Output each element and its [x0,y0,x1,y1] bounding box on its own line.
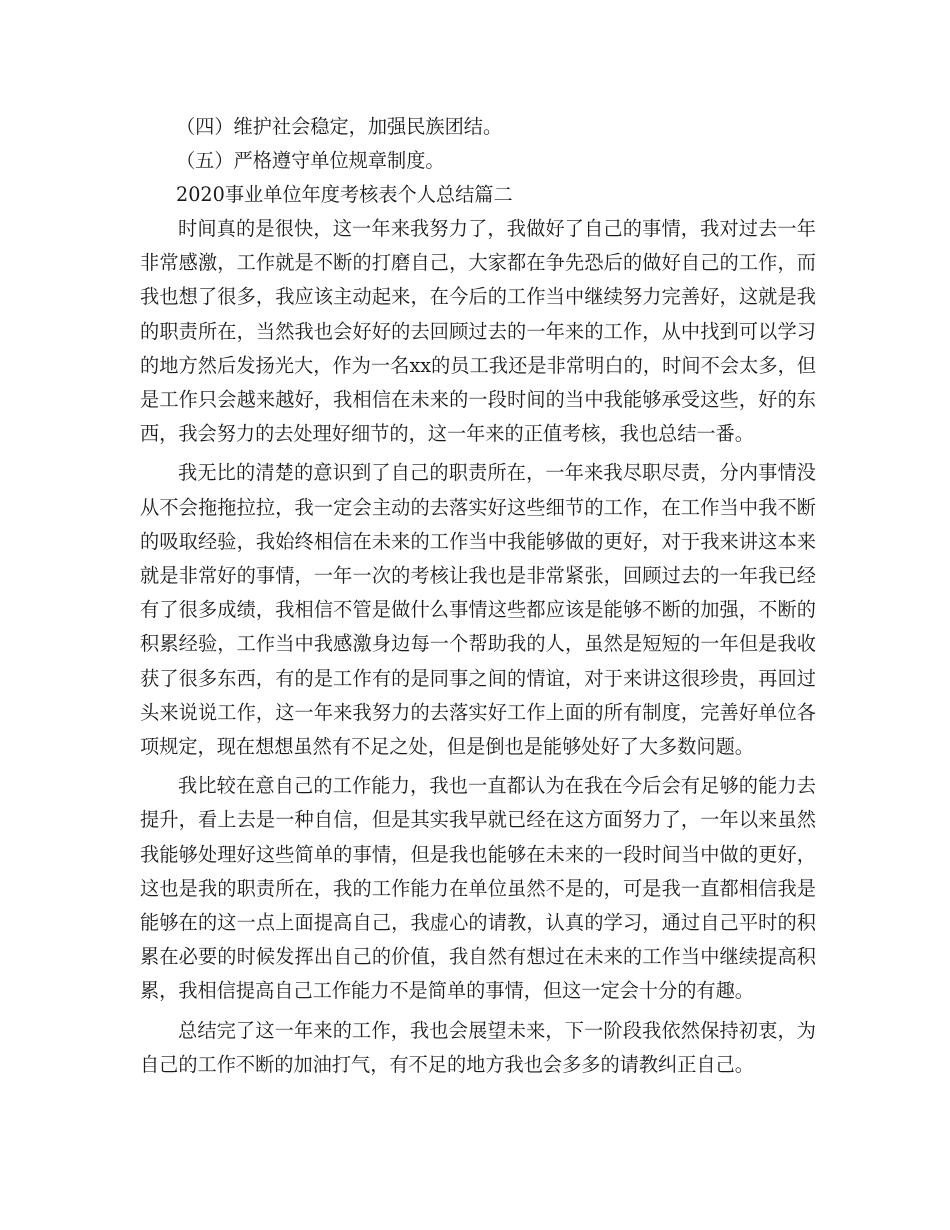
section-title: 2020事业单位年度考核表个人总结篇二 [176,183,513,206]
paragraph-2: 我无比的清楚的意识到了自己的职责所在，一年来我尽职尽责，分内事情没从不会拖拖拉拉，我一定会主动的去落实好这些细节的工作，在工作当中我不断的吸取经验，我始终相信在未来的工作当中我能够做的更好，对于我来讲这本来就是非常好的事情，一年一次的考核让我也是非常紧张，回顾过去的一年我已经有了很多成绩，我相信不管是做什么事情这些都应该是能够不断的加强，不断的积累经验，工作当中我感激身边每一个帮助我的人，虽然是短短的一年但是我收获了很多东西，有的是工作有的是同事之间的情谊，对于来讲这很珍贵，再回过头来说说工作，这一年来我努力的去落实好工作上面的所有制度，完善好单位各项规定，现在想想虽然有不足之处，但是倒也是能够处好了大多数问题。 [140,461,816,759]
paragraph-4: 总结完了这一年来的工作，我也会展望未来，下一阶段我依然保持初衷，为自己的工作不断的加油打气，有不足的地方我也会多多的请教纠正自己。 [140,1018,816,1076]
paragraph-1: 时间真的是很快，这一年来我努力了，我做好了自己的事情，我对过去一年非常感激，工作就是不断的打磨自己，大家都在争先恐后的做好自己的工作，而我也想了很多，我应该主动起来，在今后的工作当中继续努力完善好，这就是我的职责所在，当然我也会好好的去回顾过去的一年来的工作，从中找到可以学习的地方然后发扬光大，作为一名xx的员工我还是非常明白的，时间不会太多，但是工作只会越来越好，我相信在未来的一段时间的当中我能够承受这些，好的东西，我会努力的去处理好细节的，这一年来的正值考核，我也总结一番。 [140,217,816,446]
list-item-five: （五）严格遵守单位规章制度。 [176,149,445,172]
list-item-four: （四）维护社会稳定，加强民族团结。 [176,115,503,138]
document-body [140,110,816,1082]
paragraph-3: 我比较在意自己的工作能力，我也一直都认为在我在今后会有足够的能力去提升，看上去是一种自信，但是其实我早就已经在这方面努力了，一年以来虽然我能够处理好这些简单的事情，但是我也能够在未来的一段时间当中做的更好，这也是我的职责所在，我的工作能力在单位虽然不是的，可是我一直都相信我是能够在的这一点上面提高自己，我虚心的请教，认真的学习，通过自己平时的积累在必要的时候发挥出自己的价值，我自然有想过在未来的工作当中继续提高积累，我相信提高自己工作能力不是简单的事情，但这一定会十分的有趣。 [140,774,816,1003]
